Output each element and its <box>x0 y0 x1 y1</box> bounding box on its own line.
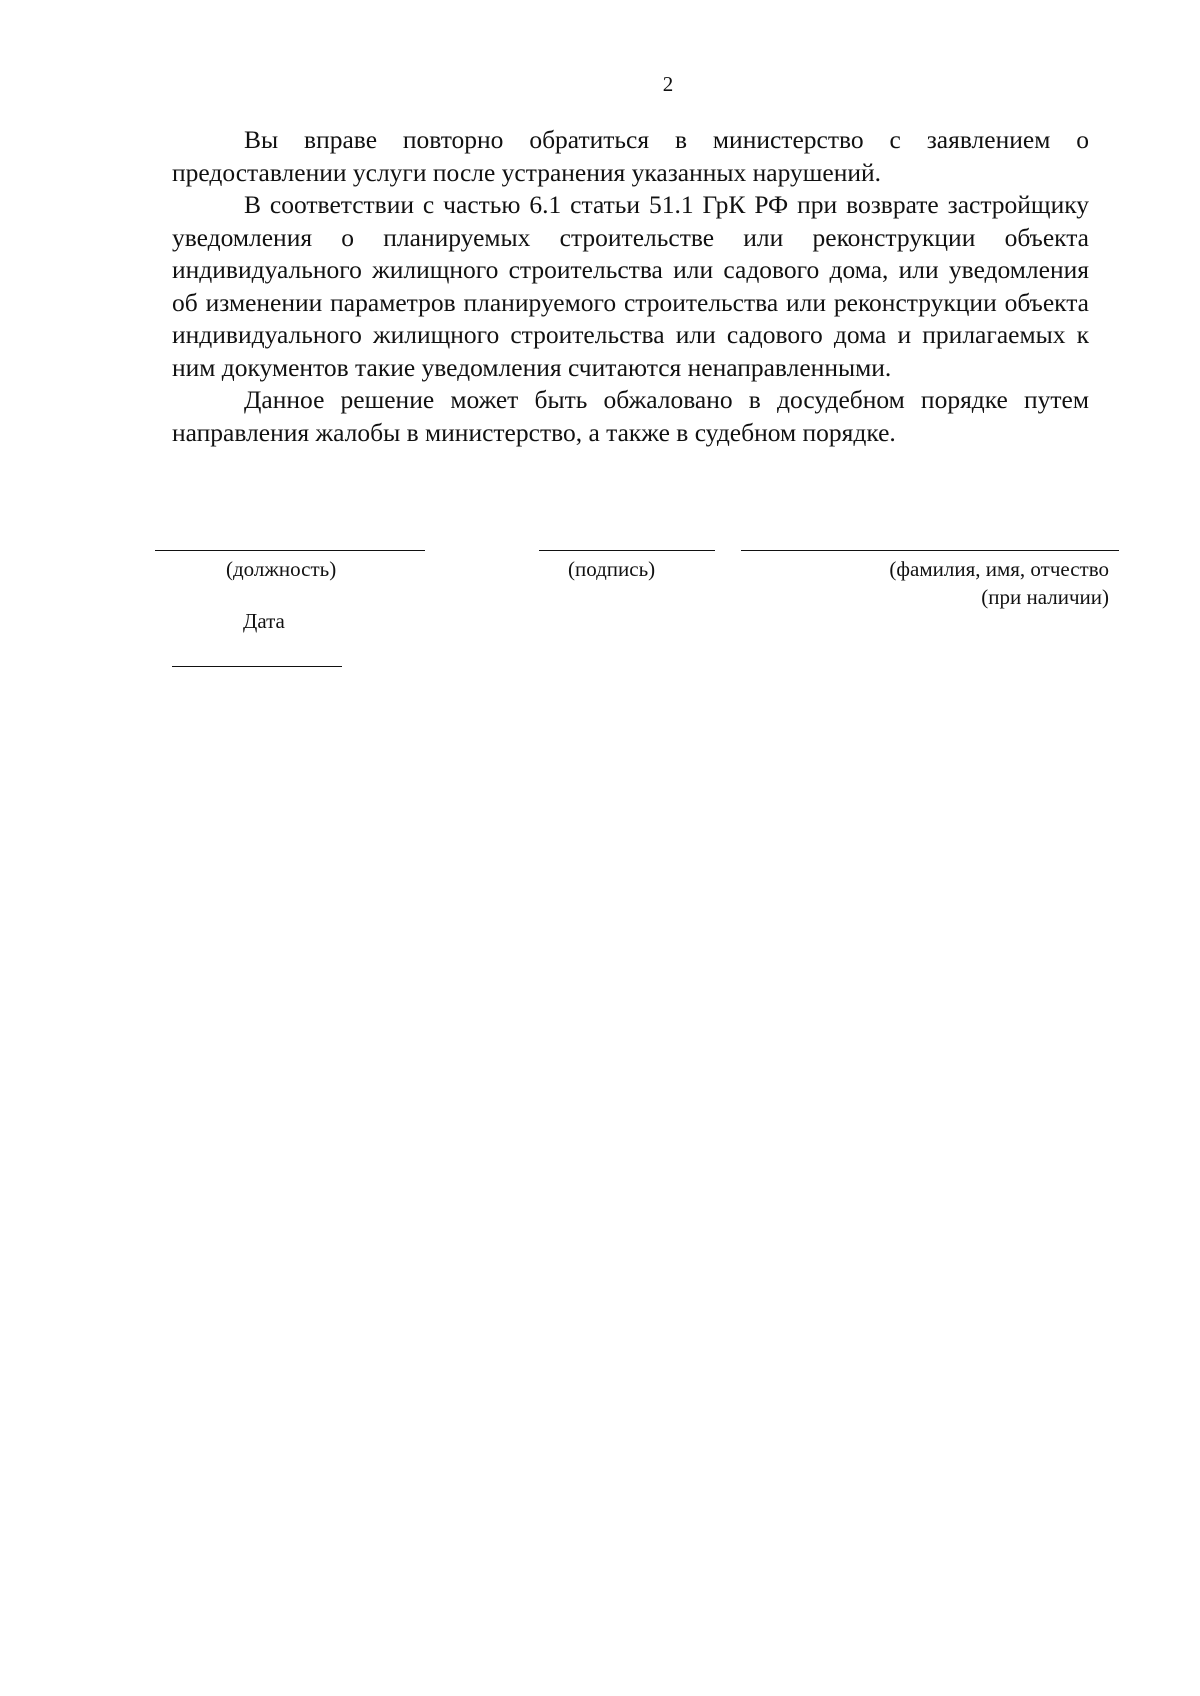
signature-caption: (подпись) <box>568 557 656 581</box>
position-line <box>155 550 425 551</box>
date-line <box>172 666 342 667</box>
date-label: Дата <box>243 609 285 633</box>
full-name-caption-note: (при наличии) <box>981 585 1109 609</box>
paragraph-resubmit: Вы вправе повторно обратиться в министерство с заявлением о предоставлении услуги после устранения указанных нарушений. <box>172 125 1089 187</box>
full-name-caption: (фамилия, имя, отчество <box>889 557 1109 581</box>
position-caption: (должность) <box>226 557 337 581</box>
paragraph-legal-basis: В соответствии с частью 6.1 статьи 51.1 ГрК РФ при возврате застройщику уведомления о планируемых строительстве или реконструкции объекта индивидуального жилищного строительства или садового дома, или уведомления об изменении параметров планируемого строительства или реконструкции объекта индивидуального жилищного строительства или садового дома и прилагаемых к ним документов такие уведомления считаются ненаправленными. <box>172 190 1089 382</box>
paragraph-appeal: Данное решение может быть обжаловано в досудебном порядке путем направления жалобы в министерство, а также в судебном порядке. <box>172 385 1089 447</box>
signature-line <box>539 550 715 551</box>
document-body <box>172 124 1089 449</box>
full-name-line <box>741 550 1119 551</box>
page-number: 2 <box>662 72 674 96</box>
